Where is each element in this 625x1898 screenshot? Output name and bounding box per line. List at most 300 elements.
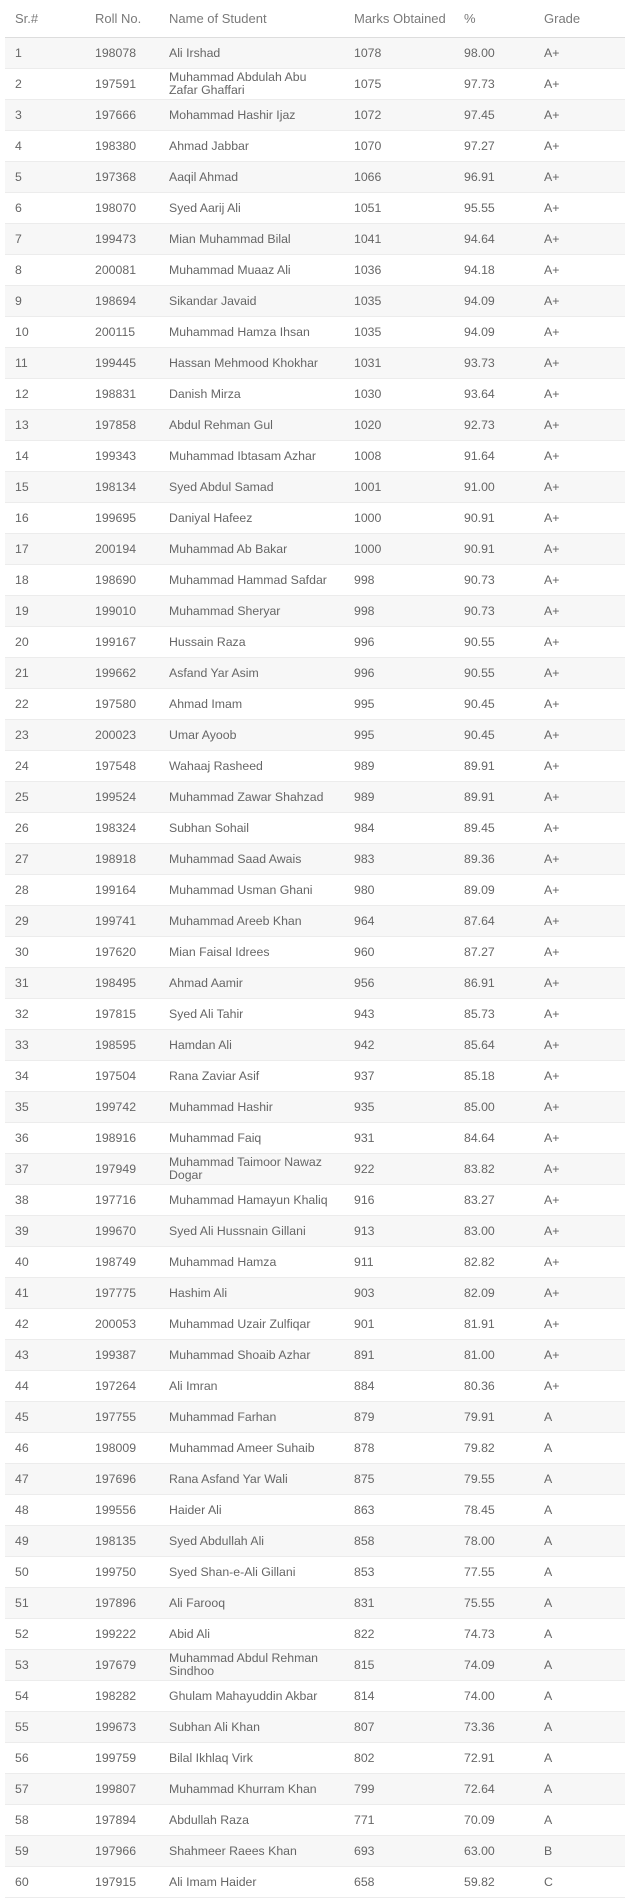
table-row xyxy=(5,317,625,348)
cell-grade: A+ xyxy=(534,937,625,968)
cell-marks-obtained: 983 xyxy=(344,844,454,875)
cell-grade: A+ xyxy=(534,782,625,813)
cell-percent: 91.64 xyxy=(454,441,534,472)
cell-grade: A+ xyxy=(534,1216,625,1247)
student-name-text: Mian Faisal Idrees xyxy=(169,945,270,959)
cell-percent: 77.55 xyxy=(454,1557,534,1588)
table-row xyxy=(5,255,625,286)
cell-marks-obtained: 891 xyxy=(344,1340,454,1371)
cell-marks-obtained: 998 xyxy=(344,565,454,596)
cell-marks-obtained: 1070 xyxy=(344,131,454,162)
cell-percent: 89.91 xyxy=(454,782,534,813)
cell-student-name xyxy=(159,348,344,379)
student-name-text: Subhan Sohail xyxy=(169,821,249,835)
cell-percent: 85.73 xyxy=(454,999,534,1030)
cell-sr: 5 xyxy=(5,162,85,193)
cell-roll-no: 198070 xyxy=(85,193,159,224)
cell-grade: A xyxy=(534,1402,625,1433)
cell-grade: A+ xyxy=(534,317,625,348)
cell-student-name xyxy=(159,317,344,348)
cell-percent: 94.09 xyxy=(454,317,534,348)
cell-student-name xyxy=(159,1061,344,1092)
cell-grade: A+ xyxy=(534,131,625,162)
cell-marks-obtained: 1075 xyxy=(344,69,454,100)
student-name-text: Shahmeer Raees Khan xyxy=(169,1844,297,1858)
cell-roll-no: 197815 xyxy=(85,999,159,1030)
cell-marks-obtained: 1020 xyxy=(344,410,454,441)
student-name-text: Muhammad Farhan xyxy=(169,1410,277,1424)
cell-marks-obtained: 943 xyxy=(344,999,454,1030)
cell-sr: 31 xyxy=(5,968,85,999)
cell-grade: A+ xyxy=(534,534,625,565)
cell-marks-obtained: 853 xyxy=(344,1557,454,1588)
table-row xyxy=(5,1061,625,1092)
table-row xyxy=(5,875,625,906)
cell-percent: 97.45 xyxy=(454,100,534,131)
student-name-text: Ahmad Imam xyxy=(169,697,243,711)
table-row xyxy=(5,1650,625,1681)
cell-sr: 37 xyxy=(5,1154,85,1185)
student-name-text: Syed Ali Hussnain Gillani xyxy=(169,1224,306,1238)
table-row xyxy=(5,1309,625,1340)
cell-grade: A+ xyxy=(534,162,625,193)
cell-percent: 59.82 xyxy=(454,1867,534,1898)
cell-student-name xyxy=(159,1185,344,1216)
cell-sr: 58 xyxy=(5,1805,85,1836)
cell-marks-obtained: 771 xyxy=(344,1805,454,1836)
table-row xyxy=(5,1402,625,1433)
cell-sr: 3 xyxy=(5,100,85,131)
cell-marks-obtained: 903 xyxy=(344,1278,454,1309)
cell-percent: 94.18 xyxy=(454,255,534,286)
cell-percent: 89.45 xyxy=(454,813,534,844)
cell-student-name xyxy=(159,689,344,720)
cell-roll-no: 198380 xyxy=(85,131,159,162)
student-name-text: Asfand Yar Asim xyxy=(169,666,259,680)
cell-marks-obtained: 901 xyxy=(344,1309,454,1340)
cell-grade: A+ xyxy=(534,751,625,782)
cell-percent: 89.91 xyxy=(454,751,534,782)
table-row xyxy=(5,844,625,875)
table-row xyxy=(5,1557,625,1588)
cell-marks-obtained: 858 xyxy=(344,1526,454,1557)
cell-percent: 83.82 xyxy=(454,1154,534,1185)
cell-marks-obtained: 879 xyxy=(344,1402,454,1433)
cell-student-name xyxy=(159,1216,344,1247)
cell-roll-no: 199473 xyxy=(85,224,159,255)
table-row xyxy=(5,1340,625,1371)
cell-student-name xyxy=(159,286,344,317)
table-row xyxy=(5,1154,625,1185)
cell-percent: 97.73 xyxy=(454,69,534,100)
student-name-text: Hashim Ali xyxy=(169,1286,228,1300)
cell-grade: A+ xyxy=(534,348,625,379)
cell-grade: A+ xyxy=(534,1340,625,1371)
table-row xyxy=(5,503,625,534)
cell-roll-no: 200053 xyxy=(85,1309,159,1340)
cell-roll-no: 197894 xyxy=(85,1805,159,1836)
table-row xyxy=(5,1092,625,1123)
cell-percent: 75.55 xyxy=(454,1588,534,1619)
table-row xyxy=(5,1712,625,1743)
table-row xyxy=(5,131,625,162)
cell-percent: 94.64 xyxy=(454,224,534,255)
cell-sr: 33 xyxy=(5,1030,85,1061)
cell-student-name xyxy=(159,1743,344,1774)
cell-marks-obtained: 878 xyxy=(344,1433,454,1464)
student-name-text: Muhammad Ab Bakar xyxy=(169,542,288,556)
table-row xyxy=(5,472,625,503)
cell-student-name xyxy=(159,1402,344,1433)
student-name-text: Muhammad Abdul Rehman Sindhoo xyxy=(169,1652,319,1678)
cell-grade: A+ xyxy=(534,844,625,875)
cell-percent: 92.73 xyxy=(454,410,534,441)
cell-sr: 45 xyxy=(5,1402,85,1433)
cell-roll-no: 199759 xyxy=(85,1743,159,1774)
cell-sr: 54 xyxy=(5,1681,85,1712)
cell-sr: 32 xyxy=(5,999,85,1030)
table-row xyxy=(5,782,625,813)
cell-student-name xyxy=(159,1340,344,1371)
cell-grade: A+ xyxy=(534,38,625,69)
cell-roll-no: 199167 xyxy=(85,627,159,658)
student-name-text: Muhammad Sheryar xyxy=(169,604,281,618)
cell-percent: 93.73 xyxy=(454,348,534,379)
cell-student-name xyxy=(159,379,344,410)
cell-sr: 29 xyxy=(5,906,85,937)
cell-roll-no: 198009 xyxy=(85,1433,159,1464)
cell-student-name xyxy=(159,596,344,627)
table-row xyxy=(5,38,625,69)
cell-roll-no: 199695 xyxy=(85,503,159,534)
cell-roll-no: 197620 xyxy=(85,937,159,968)
cell-sr: 17 xyxy=(5,534,85,565)
cell-roll-no: 198749 xyxy=(85,1247,159,1278)
cell-marks-obtained: 1051 xyxy=(344,193,454,224)
cell-percent: 85.18 xyxy=(454,1061,534,1092)
cell-student-name xyxy=(159,69,344,100)
cell-grade: A+ xyxy=(534,1278,625,1309)
cell-student-name xyxy=(159,1681,344,1712)
cell-marks-obtained: 1078 xyxy=(344,38,454,69)
cell-student-name xyxy=(159,1712,344,1743)
cell-percent: 73.36 xyxy=(454,1712,534,1743)
cell-roll-no: 199524 xyxy=(85,782,159,813)
cell-roll-no: 197966 xyxy=(85,1836,159,1867)
student-name-text: Abid Ali xyxy=(169,1627,211,1641)
cell-marks-obtained: 1031 xyxy=(344,348,454,379)
student-name-text: Umar Ayoob xyxy=(169,728,237,742)
cell-marks-obtained: 989 xyxy=(344,751,454,782)
cell-marks-obtained: 960 xyxy=(344,937,454,968)
cell-roll-no: 199445 xyxy=(85,348,159,379)
header-row xyxy=(5,0,625,38)
cell-marks-obtained: 1066 xyxy=(344,162,454,193)
cell-roll-no: 198135 xyxy=(85,1526,159,1557)
cell-marks-obtained: 1000 xyxy=(344,534,454,565)
cell-student-name xyxy=(159,968,344,999)
cell-grade: A+ xyxy=(534,100,625,131)
cell-percent: 83.27 xyxy=(454,1185,534,1216)
cell-roll-no: 197591 xyxy=(85,69,159,100)
cell-sr: 52 xyxy=(5,1619,85,1650)
cell-sr: 55 xyxy=(5,1712,85,1743)
table-row xyxy=(5,1526,625,1557)
cell-sr: 15 xyxy=(5,472,85,503)
cell-student-name xyxy=(159,38,344,69)
cell-marks-obtained: 807 xyxy=(344,1712,454,1743)
cell-grade: A xyxy=(534,1681,625,1712)
table-row xyxy=(5,906,625,937)
cell-marks-obtained: 980 xyxy=(344,875,454,906)
cell-roll-no: 198595 xyxy=(85,1030,159,1061)
cell-roll-no: 199387 xyxy=(85,1340,159,1371)
student-name-text: Muhammad Uzair Zulfiqar xyxy=(169,1317,311,1331)
cell-percent: 91.00 xyxy=(454,472,534,503)
cell-roll-no: 197368 xyxy=(85,162,159,193)
cell-sr: 56 xyxy=(5,1743,85,1774)
cell-marks-obtained: 1001 xyxy=(344,472,454,503)
cell-sr: 19 xyxy=(5,596,85,627)
table-row xyxy=(5,1278,625,1309)
cell-sr: 25 xyxy=(5,782,85,813)
cell-roll-no: 198918 xyxy=(85,844,159,875)
student-name-text: Muhammad Usman Ghani xyxy=(169,883,313,897)
cell-student-name xyxy=(159,1495,344,1526)
cell-sr: 6 xyxy=(5,193,85,224)
cell-sr: 27 xyxy=(5,844,85,875)
cell-percent: 90.91 xyxy=(454,503,534,534)
cell-grade: A+ xyxy=(534,999,625,1030)
cell-marks-obtained: 911 xyxy=(344,1247,454,1278)
cell-roll-no: 197264 xyxy=(85,1371,159,1402)
cell-sr: 22 xyxy=(5,689,85,720)
cell-percent: 89.09 xyxy=(454,875,534,906)
table-row xyxy=(5,1805,625,1836)
cell-roll-no: 197666 xyxy=(85,100,159,131)
cell-student-name xyxy=(159,1092,344,1123)
cell-student-name xyxy=(159,1557,344,1588)
cell-roll-no: 197775 xyxy=(85,1278,159,1309)
cell-marks-obtained: 942 xyxy=(344,1030,454,1061)
table-row xyxy=(5,627,625,658)
table-header xyxy=(5,0,625,38)
student-name-text: Hassan Mehmood Khokhar xyxy=(169,356,319,370)
cell-marks-obtained: 995 xyxy=(344,689,454,720)
table-row xyxy=(5,1681,625,1712)
cell-marks-obtained: 1030 xyxy=(344,379,454,410)
cell-percent: 90.73 xyxy=(454,596,534,627)
cell-grade: A+ xyxy=(534,503,625,534)
cell-percent: 63.00 xyxy=(454,1836,534,1867)
student-name-text: Ahmad Aamir xyxy=(169,976,243,990)
cell-marks-obtained: 913 xyxy=(344,1216,454,1247)
cell-grade: A+ xyxy=(534,596,625,627)
cell-roll-no: 200023 xyxy=(85,720,159,751)
cell-percent: 90.73 xyxy=(454,565,534,596)
cell-grade: A xyxy=(534,1805,625,1836)
cell-roll-no: 198831 xyxy=(85,379,159,410)
cell-percent: 86.91 xyxy=(454,968,534,999)
cell-grade: A xyxy=(534,1743,625,1774)
cell-sr: 23 xyxy=(5,720,85,751)
cell-student-name xyxy=(159,1247,344,1278)
header-marks-obtained: Marks Obtained xyxy=(344,0,454,38)
cell-percent: 98.00 xyxy=(454,38,534,69)
cell-percent: 78.00 xyxy=(454,1526,534,1557)
cell-percent: 90.45 xyxy=(454,720,534,751)
student-name-text: Ghulam Mahayuddin Akbar xyxy=(169,1689,318,1703)
cell-marks-obtained: 658 xyxy=(344,1867,454,1898)
cell-roll-no: 198690 xyxy=(85,565,159,596)
cell-grade: A+ xyxy=(534,379,625,410)
student-name-text: Muhammad Hamza Ihsan xyxy=(169,325,310,339)
cell-grade: A+ xyxy=(534,1030,625,1061)
cell-sr: 38 xyxy=(5,1185,85,1216)
cell-marks-obtained: 802 xyxy=(344,1743,454,1774)
student-name-text: Abdullah Raza xyxy=(169,1813,249,1827)
table-row xyxy=(5,968,625,999)
cell-percent: 93.64 xyxy=(454,379,534,410)
cell-sr: 10 xyxy=(5,317,85,348)
cell-marks-obtained: 875 xyxy=(344,1464,454,1495)
student-name-text: Abdul Rehman Gul xyxy=(169,418,273,432)
student-name-text: Muhammad Abdulah Abu Zafar Ghaffari xyxy=(169,71,307,97)
cell-marks-obtained: 1072 xyxy=(344,100,454,131)
student-name-text: Syed Abdullah Ali xyxy=(169,1534,265,1548)
cell-student-name xyxy=(159,162,344,193)
cell-marks-obtained: 922 xyxy=(344,1154,454,1185)
cell-percent: 72.91 xyxy=(454,1743,534,1774)
student-name-text: Muhammad Hashir xyxy=(169,1100,273,1114)
cell-grade: A+ xyxy=(534,813,625,844)
cell-percent: 87.27 xyxy=(454,937,534,968)
cell-student-name xyxy=(159,1030,344,1061)
table-row xyxy=(5,1743,625,1774)
table-row xyxy=(5,1836,625,1867)
header-grade: Grade xyxy=(534,0,625,38)
table-row xyxy=(5,1588,625,1619)
cell-student-name xyxy=(159,875,344,906)
cell-percent: 94.09 xyxy=(454,286,534,317)
student-name-text: Muhammad Ameer Suhaib xyxy=(169,1441,315,1455)
header-roll-no: Roll No. xyxy=(85,0,159,38)
table-row xyxy=(5,379,625,410)
cell-roll-no: 199670 xyxy=(85,1216,159,1247)
cell-marks-obtained: 831 xyxy=(344,1588,454,1619)
cell-sr: 57 xyxy=(5,1774,85,1805)
cell-percent: 87.64 xyxy=(454,906,534,937)
cell-sr: 28 xyxy=(5,875,85,906)
cell-grade: A xyxy=(534,1464,625,1495)
cell-sr: 40 xyxy=(5,1247,85,1278)
cell-percent: 79.55 xyxy=(454,1464,534,1495)
cell-percent: 79.91 xyxy=(454,1402,534,1433)
cell-roll-no: 197548 xyxy=(85,751,159,782)
student-name-text: Muhammad Hamayun Khaliq xyxy=(169,1193,328,1207)
table-row xyxy=(5,937,625,968)
cell-student-name xyxy=(159,1526,344,1557)
student-name-text: Wahaaj Rasheed xyxy=(169,759,263,773)
student-name-text: Aaqil Ahmad xyxy=(169,170,239,184)
cell-marks-obtained: 1041 xyxy=(344,224,454,255)
cell-roll-no: 197696 xyxy=(85,1464,159,1495)
cell-student-name xyxy=(159,441,344,472)
cell-roll-no: 197679 xyxy=(85,1650,159,1681)
cell-sr: 49 xyxy=(5,1526,85,1557)
cell-student-name xyxy=(159,999,344,1030)
cell-marks-obtained: 956 xyxy=(344,968,454,999)
table-row xyxy=(5,534,625,565)
student-name-text: Mian Muhammad Bilal xyxy=(169,232,291,246)
table-row xyxy=(5,1774,625,1805)
cell-student-name xyxy=(159,193,344,224)
cell-sr: 44 xyxy=(5,1371,85,1402)
cell-sr: 18 xyxy=(5,565,85,596)
cell-percent: 82.82 xyxy=(454,1247,534,1278)
cell-roll-no: 199741 xyxy=(85,906,159,937)
student-name-text: Muhammad Saad Awais xyxy=(169,852,302,866)
cell-student-name xyxy=(159,751,344,782)
table-row xyxy=(5,1433,625,1464)
cell-sr: 41 xyxy=(5,1278,85,1309)
cell-grade: A+ xyxy=(534,1185,625,1216)
cell-sr: 11 xyxy=(5,348,85,379)
cell-marks-obtained: 1000 xyxy=(344,503,454,534)
cell-marks-obtained: 996 xyxy=(344,658,454,689)
cell-percent: 90.91 xyxy=(454,534,534,565)
cell-student-name xyxy=(159,1433,344,1464)
cell-marks-obtained: 998 xyxy=(344,596,454,627)
cell-roll-no: 197915 xyxy=(85,1867,159,1898)
cell-roll-no: 199750 xyxy=(85,1557,159,1588)
cell-student-name xyxy=(159,782,344,813)
student-name-text: Muhammad Faiq xyxy=(169,1131,262,1145)
cell-percent: 79.82 xyxy=(454,1433,534,1464)
cell-sr: 36 xyxy=(5,1123,85,1154)
cell-grade: A+ xyxy=(534,255,625,286)
cell-grade: A xyxy=(534,1650,625,1681)
cell-sr: 21 xyxy=(5,658,85,689)
cell-percent: 70.09 xyxy=(454,1805,534,1836)
cell-grade: A+ xyxy=(534,968,625,999)
cell-roll-no: 199222 xyxy=(85,1619,159,1650)
student-name-text: Subhan Ali Khan xyxy=(169,1720,260,1734)
cell-marks-obtained: 814 xyxy=(344,1681,454,1712)
table-row xyxy=(5,596,625,627)
table-row xyxy=(5,348,625,379)
student-name-text: Rana Asfand Yar Wali xyxy=(169,1472,288,1486)
cell-sr: 48 xyxy=(5,1495,85,1526)
cell-roll-no: 198916 xyxy=(85,1123,159,1154)
student-name-text: Muhammad Taimoor Nawaz Dogar xyxy=(169,1156,322,1182)
table-row xyxy=(5,1185,625,1216)
table-row xyxy=(5,720,625,751)
cell-sr: 60 xyxy=(5,1867,85,1898)
cell-sr: 34 xyxy=(5,1061,85,1092)
cell-student-name xyxy=(159,1836,344,1867)
table-row xyxy=(5,1123,625,1154)
student-name-text: Hussain Raza xyxy=(169,635,246,649)
cell-grade: A+ xyxy=(534,689,625,720)
student-name-text: Muhammad Shoaib Azhar xyxy=(169,1348,311,1362)
header-student-name: Name of Student xyxy=(159,0,344,38)
cell-sr: 4 xyxy=(5,131,85,162)
table-row xyxy=(5,441,625,472)
cell-grade: A+ xyxy=(534,906,625,937)
cell-marks-obtained: 1008 xyxy=(344,441,454,472)
cell-roll-no: 198134 xyxy=(85,472,159,503)
